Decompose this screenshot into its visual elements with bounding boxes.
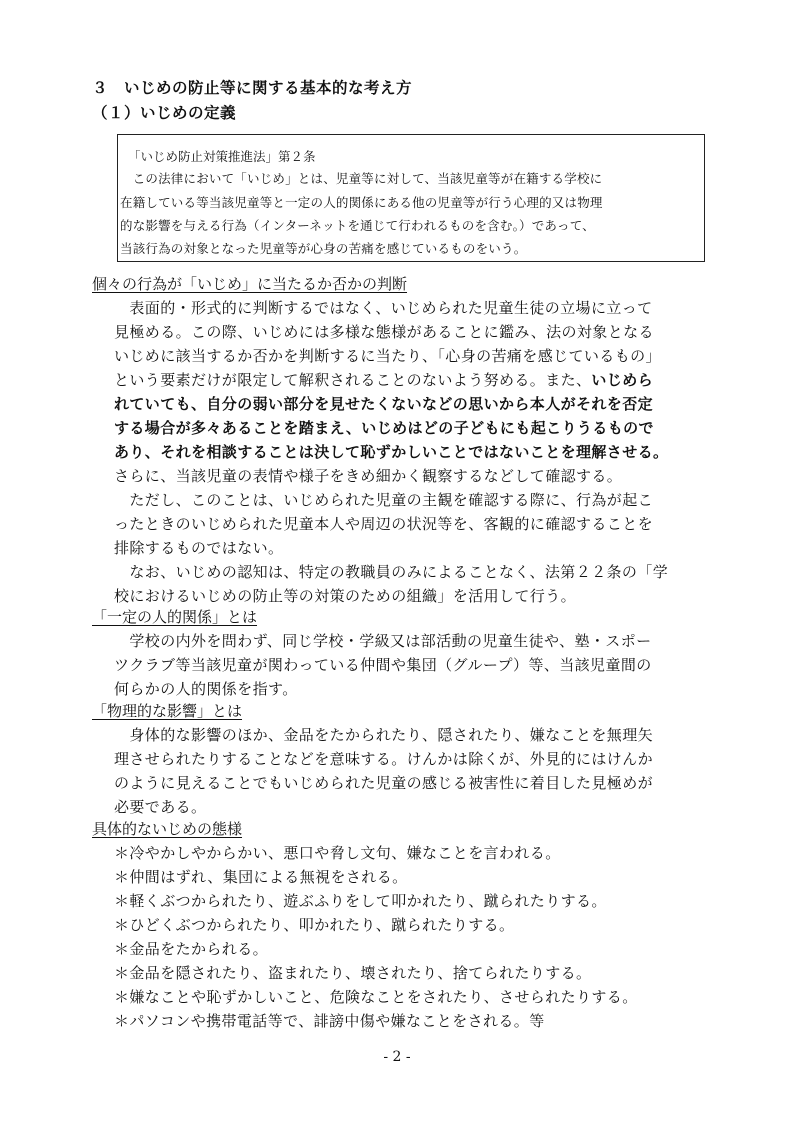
body-line: 校におけるいじめの防止等の対策のための組織」を活用して行う。 [114, 587, 577, 605]
bullying-examples-section-title: 具体的ないじめの態様 [92, 820, 243, 838]
list-item: ＊金品を隠されたり、盗まれたり、壊されたり、捨てられたりする。 [114, 964, 592, 982]
physical-effect-section-title: 「物理的な影響」とは [92, 702, 243, 720]
body-line: のように見えることでもいじめられた児童の感じる被害性に着目した見極めが [114, 774, 654, 792]
list-item: ＊仲間はずれ、集団による無視をされる。 [114, 868, 408, 886]
body-line: ったときのいじめられた児童本人や周辺の状況等を、客観的に確認することを [114, 515, 654, 533]
emphasis-line: する場合が多々あることを踏まえ、いじめはどの子どもにも起こりうるもので [114, 419, 654, 437]
judgment-section-title: 個々の行為が「いじめ」に当たるか否かの判断 [92, 275, 408, 293]
body-line: 表面的・形式的に判断するではなく、いじめられた児童生徒の立場に立って [114, 299, 653, 317]
law-quote-box [117, 134, 705, 262]
law-line: 当該行為の対象となった児童等が心身の苦痛を感じているものをいう。 [120, 241, 527, 256]
law-caption: 「いじめ防止対策推進法」第２条 [128, 149, 316, 164]
relationship-section-title: 「一定の人的関係」とは [92, 608, 258, 626]
body-line: いじめに該当するか否かを判断するに当たり、「心身の苦痛を感じているもの」 [114, 347, 661, 365]
list-item: ＊ひどくぶつかられたり、叩かれたり、蹴られたりする。 [114, 916, 515, 934]
body-line: なお、いじめの認知は、特定の教職員のみによることなく、法第２２条の「学 [114, 563, 669, 581]
emphasis-line: れていても、自分の弱い部分を見せたくないなどの思いから本人がそれを否定 [114, 395, 654, 413]
body-line: 身体的な影響のほか、金品をたかられたり、隠されたり、嫌なことを無理矢 [114, 726, 654, 744]
body-line: 排除するものではない。 [114, 539, 284, 557]
section-heading: ３ いじめの防止等に関する基本的な考え方 [92, 79, 413, 97]
list-item: ＊金品をたかられる。 [114, 940, 269, 958]
body-line [114, 369, 653, 390]
list-item: ＊パソコンや携帯電話等で、誹謗中傷や嫌なことをされる。等 [114, 1012, 545, 1030]
law-line: この法律において「いじめ」とは、児童等に対して、当該児童等が在籍する学校に [120, 171, 603, 186]
page-number: - 2 - [383, 1049, 411, 1065]
body-line: ツクラブ等当該児童が関わっている仲間や集団（グループ）等、当該児童間の [114, 656, 652, 674]
law-line: 的な影響を与える行為（インターネットを通じて行われるものを含む。）であって、 [120, 218, 595, 233]
body-line: 必要である。 [114, 798, 207, 816]
body-line: 学校の内外を問わず、同じ学校・学級又は部活動の児童生徒や、塾・スポー [114, 632, 652, 650]
subsection-heading: （１）いじめの定義 [92, 104, 237, 122]
law-line: 在籍している等当該児童等と一定の人的関係にある他の児童等が行う心理的又は物理 [120, 195, 603, 210]
list-item: ＊冷やかしやからかい、悪口や脅し文句、嫌なことを言われる。 [114, 844, 561, 862]
body-line: 何らかの人的関係を指す。 [114, 680, 298, 698]
body-line: 見極める。この際、いじめには多様な態様があることに鑑み、法の対象となる [114, 323, 654, 341]
body-line: さらに、当該児童の表情や様子をきめ細かく観察するなどして確認する。 [114, 467, 623, 485]
list-item: ＊軽くぶつかられたり、遊ぶふりをして叩かれたり、蹴られたりする。 [114, 892, 607, 910]
emphasis-line: あり、それを相談することは決して恥ずかしいことではないことを理解させる。 [114, 443, 669, 461]
body-line: ただし、このことは、いじめられた児童の主観を確認する際に、行為が起こ [114, 491, 654, 509]
emphasis-text: いじめら [591, 371, 654, 389]
body-line: 理させられたりすることなどを意味する。けんかは除くが、外見的にはけんか [114, 750, 654, 768]
list-item: ＊嫌なことや恥ずかしいこと、危険なことをされたり、させられたりする。 [114, 988, 638, 1006]
body-text: という要素だけが限定して解釈されることのないよう努める。また、 [114, 371, 592, 389]
